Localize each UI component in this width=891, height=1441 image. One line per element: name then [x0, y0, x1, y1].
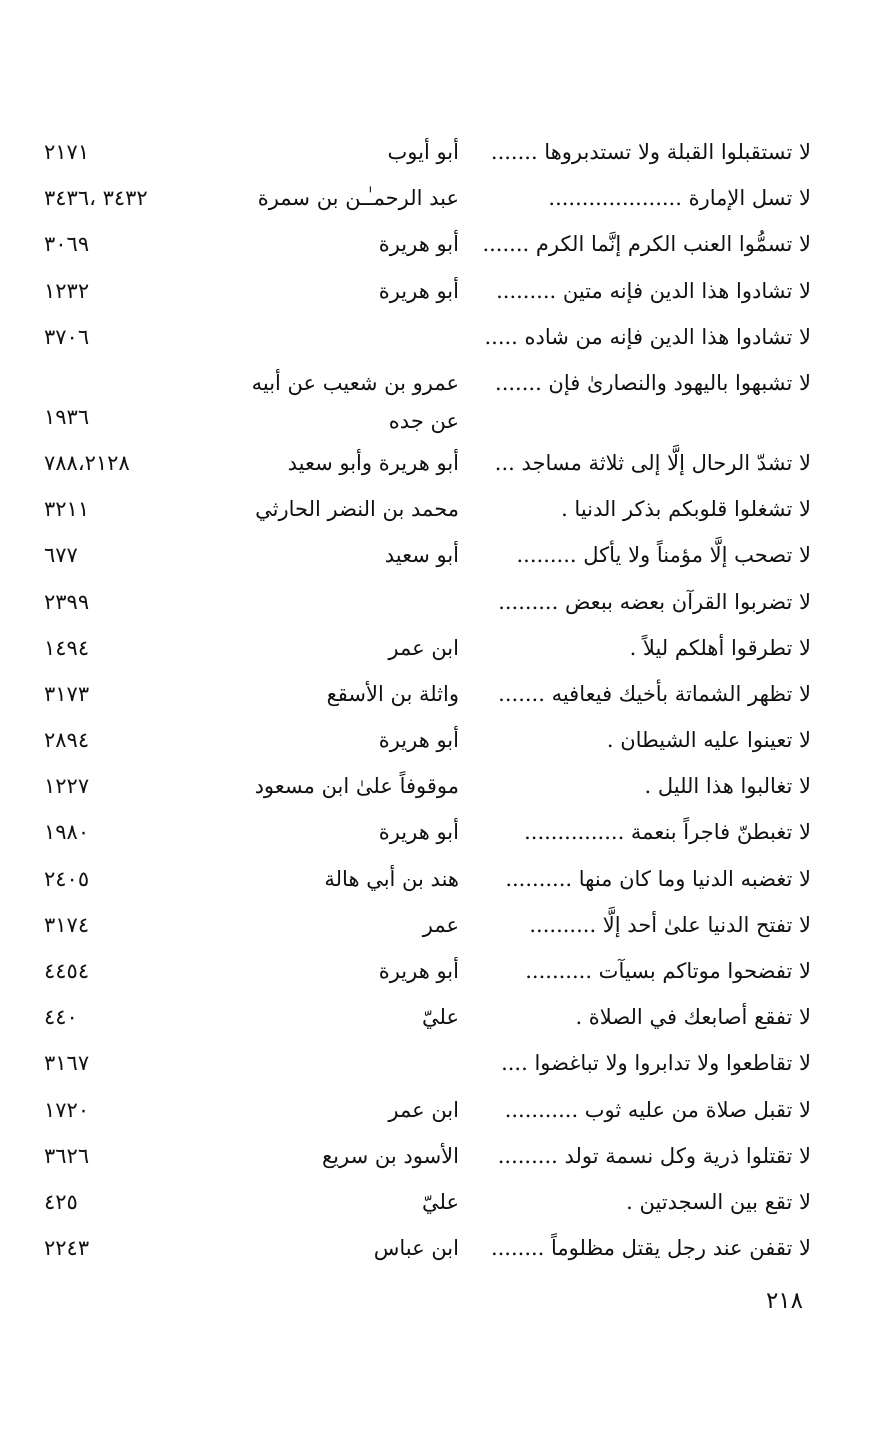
index-row [0, 268, 891, 314]
index-row [0, 532, 891, 578]
narrator-name: موقوفاً علىٰ ابن مسعود [254, 774, 459, 799]
hadith-number: ١٤٩٤ [44, 635, 90, 660]
hadith-text: لا تغضبه الدنيا وما كان منها .......... [505, 866, 811, 891]
hadith-number: ٢٨٩٤ [44, 728, 90, 753]
hadith-text: لا تظهر الشماتة بأخيك فيعافيه ....... [498, 681, 811, 706]
hadith-text: لا تقبل صلاة من عليه ثوب ........... [504, 1097, 811, 1122]
hadith-number: ١٩٨٠ [44, 820, 90, 845]
narrator-name: أبو هريرة [378, 232, 459, 257]
narrator-name: أبو هريرة [378, 728, 459, 753]
index-row [0, 994, 891, 1040]
index-row [0, 1040, 891, 1086]
hadith-text: لا تشبهوا باليهود والنصارىٰ فإن ....... [495, 370, 811, 395]
narrator-name: عليّ [422, 1005, 459, 1030]
index-row [0, 221, 891, 267]
hadith-number: ١٢٣٢ [44, 278, 90, 303]
hadith-number: ٤٤٥٤ [44, 959, 90, 983]
narrator-name: أبو هريرة [378, 959, 459, 983]
hadith-text: لا تطرقوا أهلكم ليلاً . [629, 635, 811, 660]
index-row [0, 486, 891, 532]
index-row [0, 129, 891, 175]
hadith-number: ٣٤٣٢ ،٣٤٣٦ [44, 186, 148, 211]
narrator-name: أبو هريرة [378, 820, 459, 845]
index-row [0, 1225, 891, 1271]
index-row [0, 671, 891, 717]
hadith-text: لا تشادوا هذا الدين فإنه من شاده ..... [484, 324, 811, 349]
hadith-number: ٢١٧١ [44, 140, 90, 164]
hadith-number: ٤٤٠ [44, 1005, 78, 1030]
index-row [0, 763, 891, 809]
index-row [0, 809, 891, 855]
hadith-text: لا تضربوا القرآن بعضه ببعض ......... [498, 589, 811, 614]
narrator-name: أبو هريرة [378, 278, 459, 303]
hadith-number: ٤٢٥ [44, 1189, 78, 1214]
hadith-text: لا تستقبلوا القبلة ولا تستدبروها ....... [490, 140, 811, 164]
narrator-name: محمد بن النضر الحارثي [255, 497, 459, 522]
hadith-number: ٣١٧٣ [44, 681, 90, 706]
hadith-number: ١٢٢٧ [44, 774, 90, 799]
hadith-number: ٧٨٨،٢١٢٨ [44, 450, 130, 475]
index-row [0, 856, 891, 902]
narrator-name: الأسود بن سريع [322, 1143, 459, 1168]
hadith-text: لا تشدّ الرحال إلَّا إلى ثلاثة مساجد ... [494, 450, 811, 475]
hadith-number: ٣١٦٧ [44, 1051, 90, 1076]
narrator-name: عليّ [422, 1189, 459, 1214]
hadith-number: ٢٣٩٩ [44, 589, 90, 614]
narrator-name: أبو سعيد [384, 543, 459, 568]
index-row [0, 579, 891, 625]
index-row [0, 314, 891, 360]
hadith-number: ٣٧٠٦ [44, 324, 90, 349]
narrator-name: أبو أيوب [387, 140, 459, 164]
hadith-text: لا تفتح الدنيا علىٰ أحد إلَّا .......... [529, 912, 811, 937]
index-row [0, 440, 891, 486]
hadith-text: لا تصحب إلَّا مؤمناً ولا يأكل ......... [516, 543, 811, 568]
index-row [0, 360, 891, 440]
narrator-name: عمرو بن شعيب عن أبيه عن جده [251, 370, 459, 433]
hadith-number: ١٩٣٦ [44, 404, 90, 429]
index-row [0, 1179, 891, 1225]
narrator-name: واثلة بن الأسقع [326, 681, 459, 706]
hadith-text: لا تفقع أصابعك في الصلاة . [575, 1005, 811, 1030]
page-number: ٢١٨ [765, 1288, 803, 1314]
hadith-number: ٢٢٤٣ [44, 1236, 90, 1261]
hadith-number: ٣١٧٤ [44, 912, 90, 937]
hadith-text: لا تشادوا هذا الدين فإنه متين ......... [496, 278, 811, 303]
hadith-text: لا تشغلوا قلوبكم بذكر الدنيا . [561, 497, 811, 522]
hadith-text: لا تغبطنّ فاجراً بنعمة ............... [524, 820, 811, 845]
hadith-text: لا تفضحوا موتاكم بسيآت .......... [525, 959, 811, 983]
hadith-number: ٦٧٧ [44, 543, 78, 568]
hadith-text: لا تعينوا عليه الشيطان . [606, 728, 811, 753]
hadith-number: ١٧٢٠ [44, 1097, 90, 1122]
narrator-name: ابن عمر [388, 635, 459, 660]
narrator-name: ابن عباس [373, 1236, 459, 1261]
narrator-name: أبو هريرة وأبو سعيد [287, 450, 459, 475]
index-row [0, 717, 891, 763]
narrator-name: هند بن أبي هالة [324, 866, 459, 891]
index-row [0, 625, 891, 671]
narrator-name: عمر [422, 912, 459, 937]
hadith-number: ٣٦٢٦ [44, 1143, 90, 1168]
hadith-number: ٣٠٦٩ [44, 232, 90, 257]
index-row [0, 175, 891, 221]
narrator-name: عبد الرحمـٰـن بن سمرة [257, 186, 459, 211]
index-row [0, 948, 891, 994]
index-row [0, 1133, 891, 1179]
hadith-text: لا تقتلوا ذرية وكل نسمة تولد ......... [497, 1143, 811, 1168]
hadith-text: لا تغالبوا هذا الليل . [644, 774, 811, 799]
hadith-text: لا تقفن عند رجل يقتل مظلوماً ........ [490, 1236, 811, 1261]
narrator-name: ابن عمر [388, 1097, 459, 1122]
hadith-text: لا تسل الإمارة .................... [548, 186, 811, 211]
hadith-index-table [0, 129, 891, 1271]
hadith-text: لا تقاطعوا ولا تدابروا ولا تباغضوا .... [501, 1051, 811, 1076]
hadith-text: لا تسمُّوا العنب الكرم إنَّما الكرم ....... [482, 232, 811, 257]
hadith-text: لا تقع بين السجدتين . [626, 1189, 811, 1214]
index-row [0, 1087, 891, 1133]
hadith-number: ٢٤٠٥ [44, 866, 90, 891]
index-row [0, 902, 891, 948]
hadith-number: ٣٢١١ [44, 497, 90, 522]
